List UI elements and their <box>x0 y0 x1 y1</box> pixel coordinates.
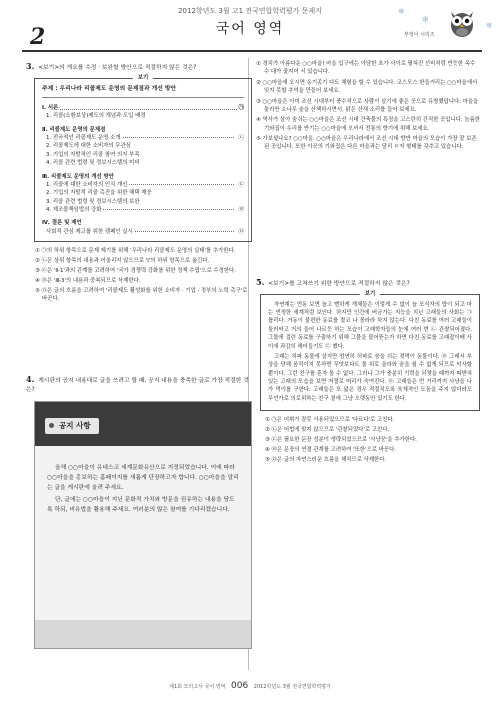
choice-item[interactable]: ④ ㉣은 'Ⅲ-3'의 내용과 중복되므로 삭제한다. <box>35 277 141 284</box>
question-4 <box>26 373 252 395</box>
outline-section-heading: Ⅳ. 결론 및 제언 <box>42 220 82 227</box>
footer-right: 2012학년도 3월 전국연합학력평가 <box>253 684 331 690</box>
poster-body <box>35 446 251 515</box>
poster-paragraph: 단, 글에는 ○○마을이 지닌 문화적 가치와 방문을 권유하는 내용을 담도록 하되, 비유법을 활용해 주세요. 여러분의 많은 참여를 기다리겠습니다. <box>47 496 235 513</box>
passage-paragraph: 자연계는 먼동 보면 늘고 뻔하게 개체들은 이렇게 수 없이 늘 포식자의 밥이 되고 마는 빈정한 세계처럼 보인다. 하지만 인간에 버금가는 지능을 지닌 고래들의 사회는 ㉠ 틀리다. 거동이 불편한 동료를 결코 나 몰라라 하지 않는다. 다친 동료를 여러 고래들이 둘러싸고 거의 들어 나르듯 하는 모습이 고래학자들의 눈에 여러 번 ㉡ 관찰되어졌다. 그물에 걸린 동료를 구출하기 위해 그물을 물어뜯는가 하면 다친 동료를 고래잡이배 사이에 과감히 헤어들기도 ㉢ 했다. <box>268 301 472 350</box>
bullet-icon <box>49 423 54 428</box>
q3-choices <box>26 247 252 303</box>
passage-box <box>260 290 480 412</box>
outline-item: 4. 제조물책임법의 강화 ㉣ <box>46 207 244 214</box>
poster-title: 공지 사항 <box>59 421 91 431</box>
outline-item: 1. 리콜(소환보상)제도의 개념과 도입 배경 <box>46 113 146 120</box>
q4-answer-choices <box>256 60 480 152</box>
choice-item[interactable]: ② ㉡은 상위 항목의 내용과 어울리지 않으므로 'Ⅰ'의 하위 항목으로 옮긴다. <box>35 258 210 265</box>
right-column <box>256 60 480 466</box>
snowflake-icon: ❄ <box>398 7 405 16</box>
outline-item: 1. 전국적인 리콜제도 운영 소개 ㉡ <box>46 135 244 142</box>
choice-item[interactable]: ② ○○마을에 오시면 옹기종기 다도 체험을 할 수 있습니다. 코스모스 한들거리는 ○○마을에서 잊지 못할 추억을 만들어 보세요. <box>256 79 478 95</box>
outline-item: 1. 리콜에 대한 소비자의 인식 개선 ㉢ <box>46 181 244 188</box>
choice-item[interactable]: ① ㉠의 하위 항목으로 문제 제기를 위해 '우리나라 리콜제도 운영의 실태'를 추가한다. <box>35 248 236 255</box>
snowflake-icon: ❄ <box>486 21 493 30</box>
exam-title: 2012학년도 3월 고1 전국연합학력평가 문제지 <box>178 7 322 15</box>
question-number: 3. <box>26 61 35 71</box>
choice-item[interactable]: ⑤ 가보셨나요? ○○마을. ○○마을은 우리나라에서 조선 시대 향반 마을의 모습이 가장 잘 보존된 곳입니다. 또한 이곳의 기와집은 다른 마을과는 달리 ㅁ자 형태를 갖추고 있습니다. <box>256 136 477 151</box>
question-prompt: <보기>를 고쳐쓰기 위한 방안으로 적절하지 않은 것은? <box>268 280 410 287</box>
choice-item[interactable]: ⑤ ㉤은 글의 흐름을 고려하여 '리콜제도 활성화를 위한 소비자 · 기업 · 정부의 노력 촉구'로 바꾼다. <box>35 287 248 303</box>
owl-icon <box>446 6 478 38</box>
question-3 <box>26 60 252 73</box>
box-label: 보기 <box>133 74 153 82</box>
question-number: 4. <box>26 374 35 385</box>
header-rule <box>22 50 482 52</box>
poster-footer <box>35 620 251 648</box>
poster-header <box>35 402 251 446</box>
choice-item[interactable]: ⑤ ㉤은 글의 자연스러운 흐름을 해치므로 삭제한다. <box>265 456 387 463</box>
outline-item: 2. 기업의 자발적 리콜 촉진을 위한 혜택 제공 <box>46 190 152 197</box>
choice-item[interactable]: ① ㉠은 어휘가 잘못 사용되었으므로 '다르다'로 고친다. <box>265 417 395 424</box>
choice-item[interactable]: ③ ㉢은 필요한 문장 성분이 생략되었으므로 '사냥꾼'을 추가한다. <box>265 436 417 443</box>
series-label: 부엉이 시리즈 <box>404 32 435 38</box>
page-number: 2 <box>30 24 46 50</box>
q5-choices <box>256 416 480 464</box>
choice-item[interactable]: ③ ㉢은 'Ⅱ-1'과의 관계를 고려하여 '국가 경쟁력 강화를 위한 정책 수립'으로 수정한다. <box>35 267 236 274</box>
choice-item[interactable]: ② ㉡은 어법에 맞지 않으므로 '관찰되었다'로 고친다. <box>265 427 390 434</box>
outline-box <box>34 74 252 242</box>
page-header <box>0 0 500 50</box>
choice-item[interactable]: ④ 역사가 살아 숨쉬는 ○○마을은 조선 시대 건축물의 특징을 고스란히 간직한 곳입니다. 늠름한 기와집이 우리를 반기는 ○○마을에 오셔서 전통의 향기에 취해 보세요. <box>256 117 480 132</box>
question-5 <box>256 276 480 289</box>
notice-poster <box>34 401 252 649</box>
outline-section-heading: Ⅱ. 리콜제도 운영의 문제점 <box>42 126 106 133</box>
outline-title: 주제 : 우리나라 리콜제도 운영의 문제점과 개선 방안 <box>42 85 244 98</box>
choice-item[interactable]: ③ ○○마을은 이미 조선 시대부터 풍수적으로 사람이 살기에 좋은 곳으로 유명했답니다. 마을을 둘러싼 소나무 숲을 산책하시면서, 맑은 산새 소리를 들어 보세요. <box>256 98 479 113</box>
footer-page-number: 006 <box>231 681 249 691</box>
question-prompt: <보기>의 개요를 수정 · 보완할 방안으로 적절하지 않은 것은? <box>38 65 197 71</box>
outline-item: 3. 기업의 자발적인 리콜 참여 의지 부족 <box>46 151 140 158</box>
page-footer <box>0 680 500 694</box>
subject-title: 국어 영역 <box>215 21 285 37</box>
box-label: 보기 <box>360 290 380 298</box>
choice-item[interactable]: ① 경치가 아름다운 ○○마을! 마을 입구에는 아담한 초가 사이로 펼쳐진 선비처럼 반듯한 옥수수 대가 줄지어 서 있습니다. <box>256 61 476 76</box>
footer-left: 제1회 모의고사 국어 영역 <box>169 684 226 690</box>
question-number: 5. <box>256 276 265 287</box>
question-prompt: 게시판의 공지 내용대로 글을 쓰려고 할 때, 공지 내용을 충족한 글로 가장 적절한 것은? <box>26 378 249 394</box>
passage-paragraph: 고래는 허파 동물에 살지만 엄연히 허파로 숨을 쉬는 젖먹이 동물이다. ㉣ 그래서 부상을 당해 움직이지 못하면 무엇보다도 물 위로 올라와 숨을 쉴 수 없게 되므로 익사할 뿐이다. 그런 친구를 혼자 둘 수 없다. 그러나 그가 충분히 기력을 되찾을 때까지 떠받쳐 있는 고래의 모습을 보면 저절로 머리가 숙여진다. ㉤ 고래들은 먼 거리까지 사냥을 나가 먹이를 구한다. 고래들은 또 앓은 경우 적절치도록 육체적인 도움을 주지 않더라도 무언가로 의로위하는 친구 곁에 그냥 오랫동안 있기도 한다. <box>268 353 472 402</box>
poster-title-tag <box>45 418 99 434</box>
outline-item: 사회적 관심 제고를 위한 캠페인 실시 ㉤ <box>46 228 244 235</box>
left-column <box>26 60 252 649</box>
poster-paragraph: 올해 ○○마을이 유네스코 세계문화유산으로 지정되었습니다. 이에 따라 ○○마을을 홍보하는 홈페이지를 새롭게 단장하고자 합니다. ○○마을을 알리는 글을 게시판에 올려 주세요. <box>47 465 239 492</box>
outline-item: 2. 리콜제도에 대한 소비자의 무관심 <box>46 143 131 150</box>
outline-section-heading: Ⅰ. 서론 ㉠ <box>42 104 244 111</box>
snowflake-icon: ✻ <box>422 15 429 24</box>
outline-item: 4. 리콜 관련 법령 및 정보시스템의 미비 <box>46 160 140 167</box>
choice-item[interactable]: ④ ㉣은 문장의 연결 관계를 고려하여 '또한'으로 바꾼다. <box>265 446 397 453</box>
outline-section-heading: Ⅲ. 리콜제도 운영의 개선 방안 <box>42 173 114 180</box>
outline-item: 3. 리콜 관련 법령 및 정보시스템의 보완 <box>46 198 140 205</box>
